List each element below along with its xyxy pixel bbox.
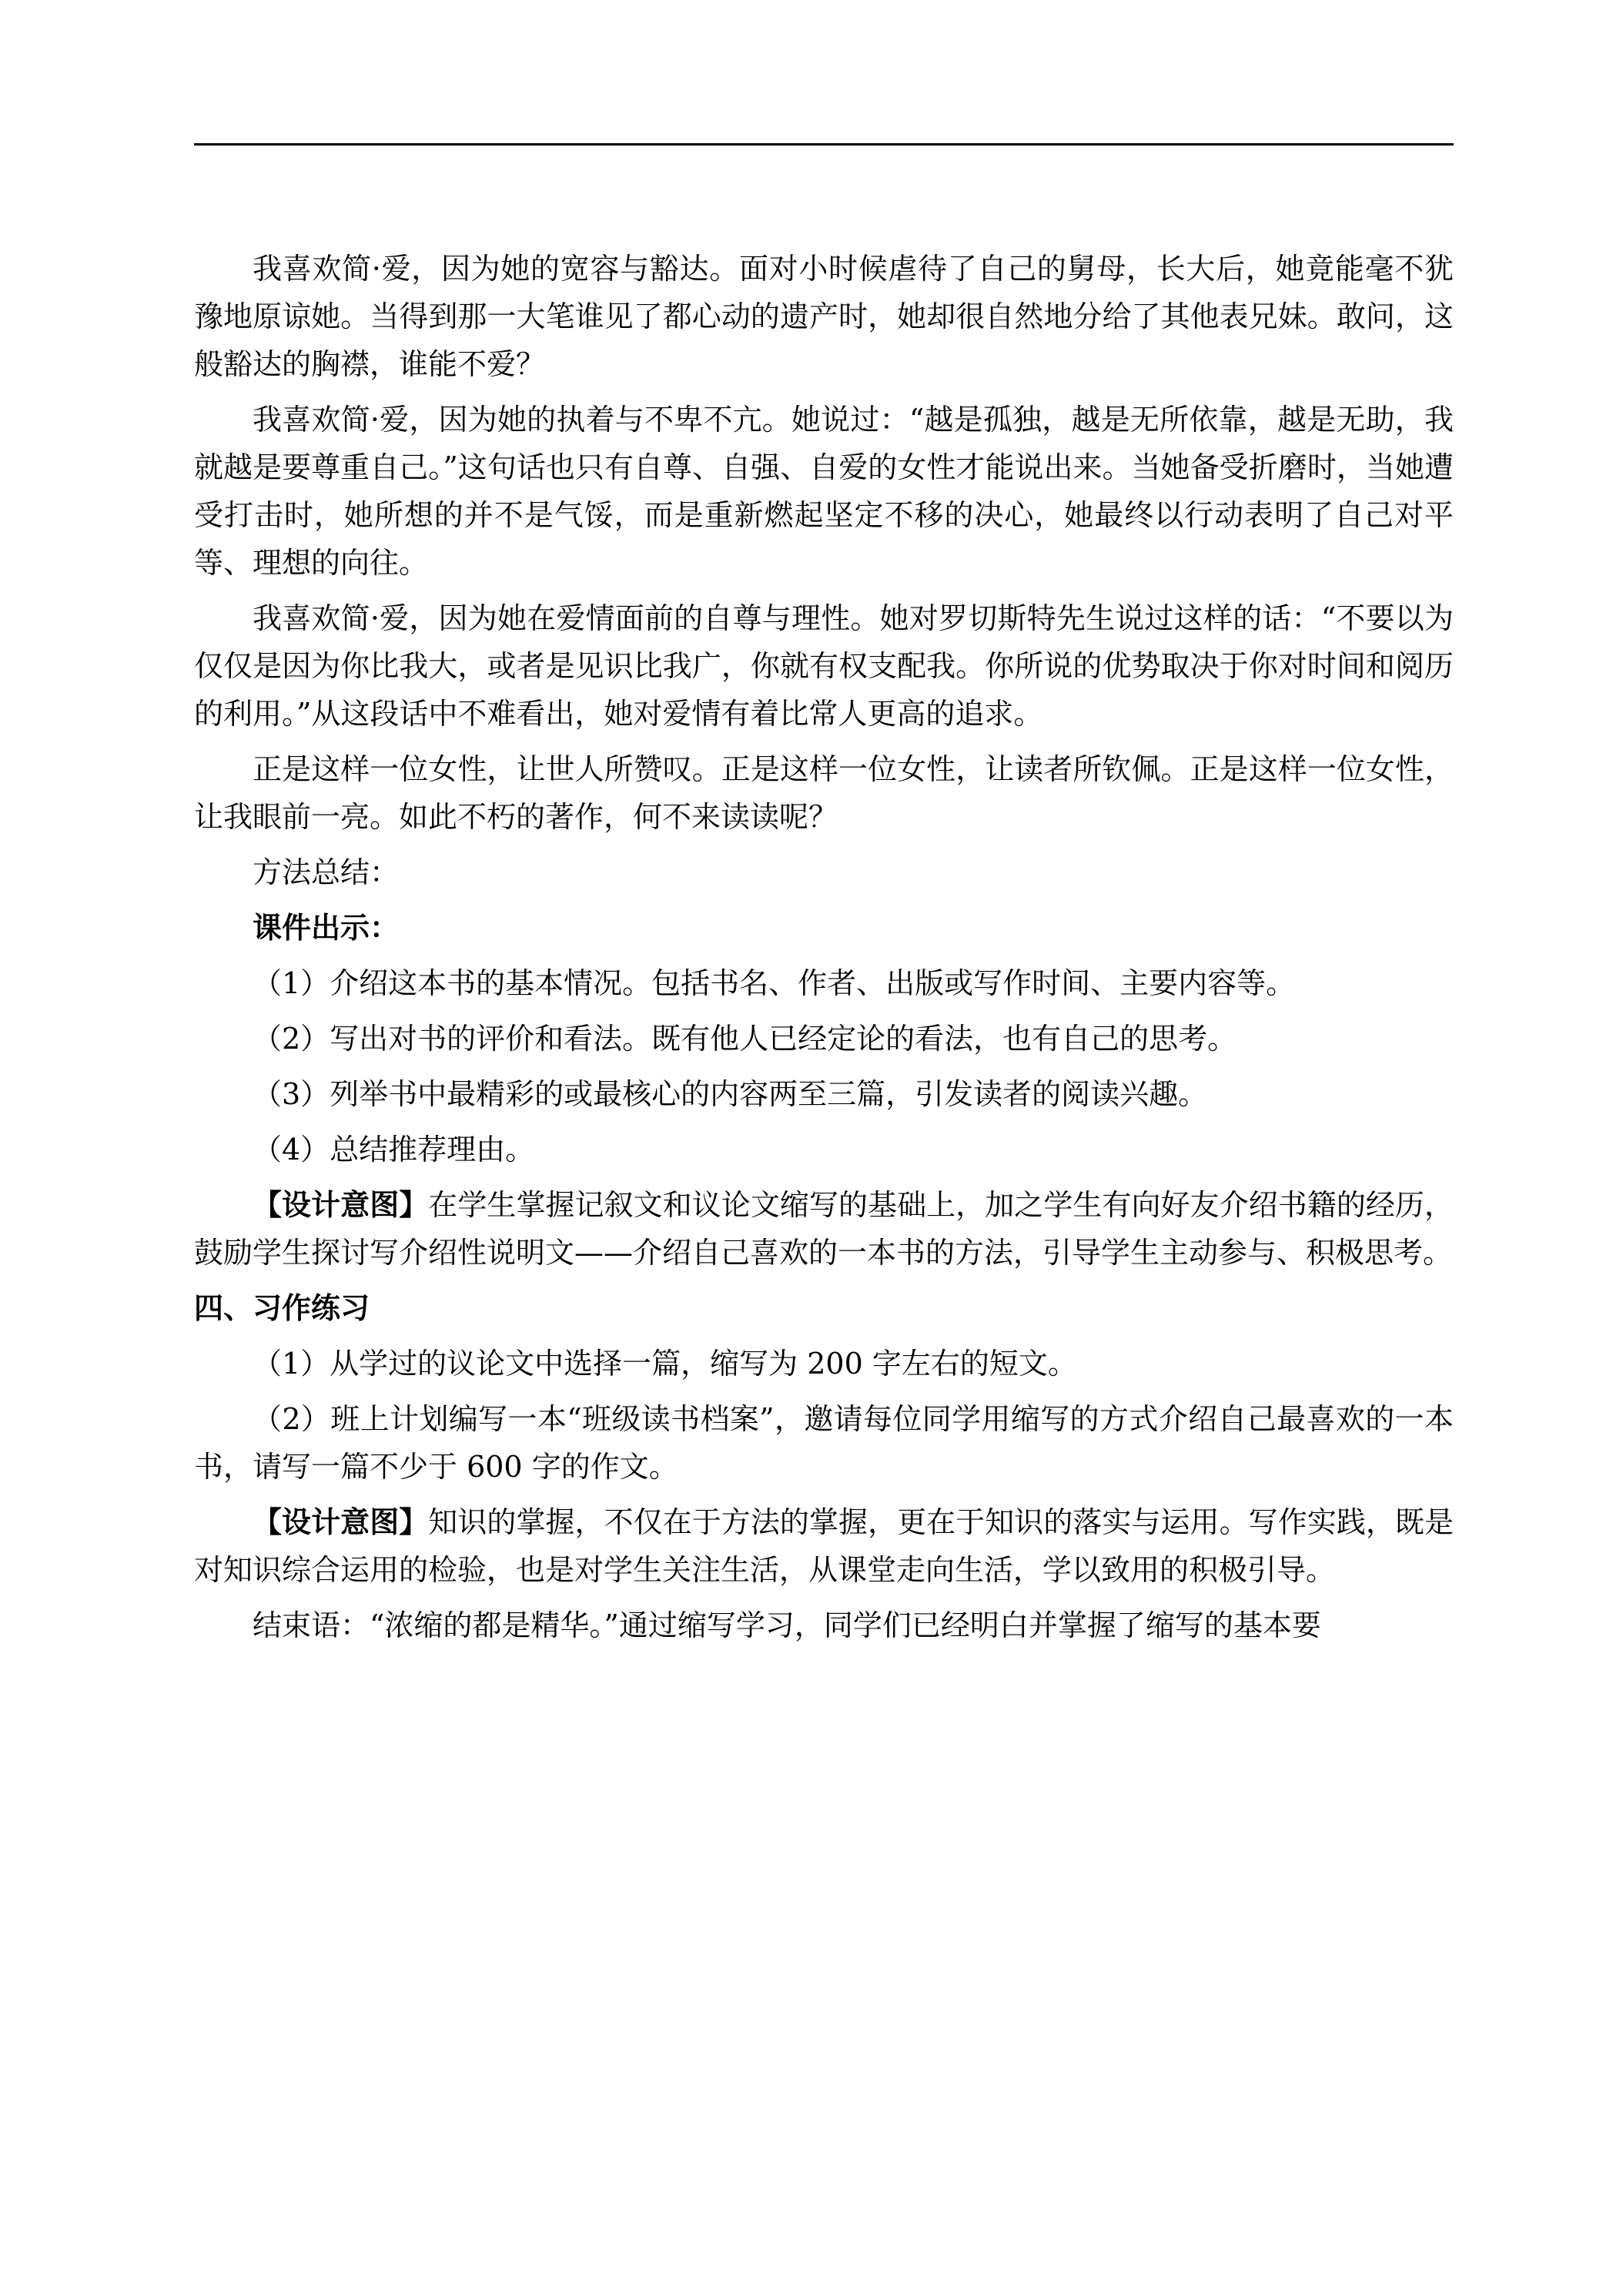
courseware-item: （3）列举书中最精彩的或最核心的内容两至三篇，引发读者的阅读兴趣。 [253, 1077, 1208, 1111]
paragraph-conclusion: 正是这样一位女性，让世人所赞叹。正是这样一位女性，让读者所钦佩。正是这样一位女性，让我眼前一亮。如此不朽的著作，何不来读读呢？ [194, 752, 1454, 834]
paragraph-persistence: 我喜欢简·爱，因为她的执着与不卑不亢。她说过：“越是孤独，越是无所依靠，越是无助，我就越是要尊重自己。”这句话也只有自尊、自强、自爱的女性才能说出来。当她备受折磨时，当她遭受打击时，她所想的并不是气馁，而是重新燃起坚定不移的决心，她最终以行动表明了自己对平等、理想的向往。 [194, 403, 1454, 580]
paragraph-tolerance: 我喜欢简·爱，因为她的宽容与豁达。面对小时候虐待了自己的舅母，长大后，她竟能毫不犹豫地原谅她。当得到那一大笔谁见了都心动的遗产时，她却很自然地分给了其他表兄妹。敢问，这般豁达的胸襟，谁能不爱？ [194, 252, 1454, 381]
design-intent-text: 知识的掌握，不仅在于方法的掌握，更在于知识的落实与运用。写作实践，既是对知识综合运用的检验，也是对学生关注生活，从课堂走向生活，学以致用的积极引导。 [194, 1505, 1454, 1587]
section-heading: 四、习作练习 [194, 1290, 370, 1325]
design-intent-paragraph [194, 1181, 1454, 1277]
courseware-item: （1）介绍这本书的基本情况。包括书名、作者、出版或写作时间、主要内容等。 [253, 966, 1296, 1000]
exercise-item: （1）从学过的议论文中选择一篇，缩写为 200 字左右的短文。 [253, 1347, 1077, 1381]
courseware-item: （2）写出对书的评价和看法。既有他人已经定论的看法，也有自己的思考。 [253, 1022, 1237, 1056]
courseware-label: 课件出示： [253, 910, 400, 945]
design-intent-label: 【设计意图】 [253, 1187, 429, 1222]
closing-paragraph: 结束语：“浓缩的都是精华。”通过缩写学习，同学们已经明白并掌握了缩写的基本要 [253, 1608, 1321, 1642]
courseware-item: （4）总结推荐理由。 [253, 1133, 535, 1166]
design-intent-paragraph [194, 1498, 1454, 1594]
exercise-item: （2）班上计划编写一本“班级读书档案”，邀请每位同学用缩写的方式介绍自己最喜欢的一本书，请写一篇不少于 600 字的作文。 [194, 1402, 1454, 1484]
header-rule [194, 143, 1454, 146]
paragraph-love-reason: 我喜欢简·爱，因为她在爱情面前的自尊与理性。她对罗切斯特先生说过这样的话：“不要以为仅仅是因为你比我大，或者是见识比我广，你就有权支配我。你所说的优势取决于你对时间和阅历的利用。”从这段话中不难看出，她对爱情有着比常人更高的追求。 [194, 601, 1454, 731]
method-summary-label: 方法总结： [253, 855, 400, 889]
document-body [194, 245, 1454, 1649]
design-intent-label: 【设计意图】 [253, 1504, 429, 1539]
design-intent-text: 在学生掌握记叙文和议论文缩写的基础上，加之学生有向好友介绍书籍的经历，鼓励学生探讨写介绍性说明文——介绍自己喜欢的一本书的方法，引导学生主动参与、积极思考。 [194, 1188, 1454, 1270]
